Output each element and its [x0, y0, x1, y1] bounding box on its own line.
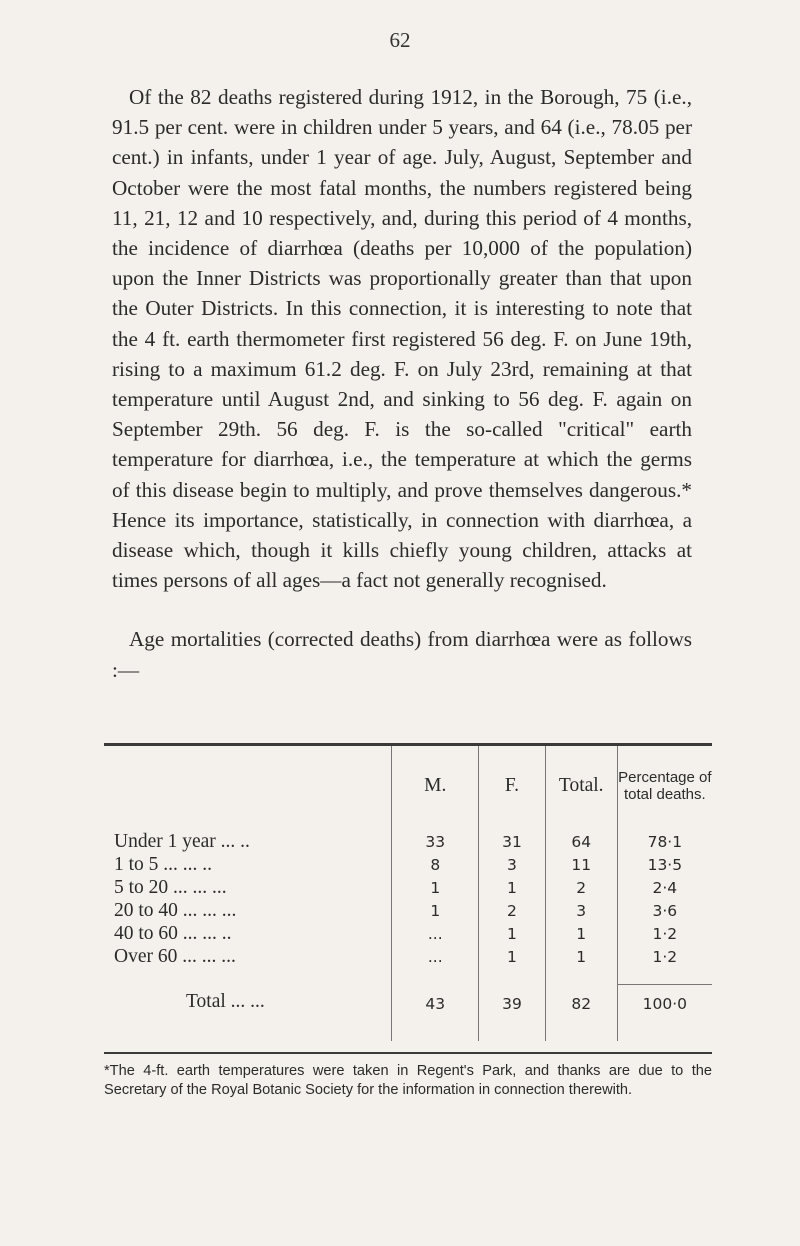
cell-female: 1 [479, 876, 546, 899]
body-text [112, 82, 692, 685]
total-male: 43 [392, 985, 479, 1042]
spacer-cell [545, 968, 617, 985]
cell-male: 33 [392, 826, 479, 853]
total-label: Total ... ... [186, 990, 265, 1012]
cell-total: 11 [545, 853, 617, 876]
cell-percentage: 13·5 [617, 853, 712, 876]
footnote: *The 4-ft. earth temperatures were taken in Regent's Park, and thanks are due to the Secretary of the Royal Botanic Society for the information in connection therewith. [104, 1063, 712, 1098]
cell-total: 64 [545, 826, 617, 853]
header-age-group [104, 745, 392, 827]
table-bottom-rule [104, 1052, 712, 1054]
row-label: 1 to 5 ... ... .. [114, 853, 213, 875]
cell-percentage: 3·6 [617, 899, 712, 922]
table-total-row [104, 985, 712, 1042]
cell-male: ... [392, 922, 479, 945]
cell-percentage: 1·2 [617, 922, 712, 945]
cell-female: 2 [479, 899, 546, 922]
row-label: Under 1 year ... .. [114, 830, 250, 852]
table-row [104, 826, 712, 853]
cell-female: 3 [479, 853, 546, 876]
cell-percentage: 1·2 [617, 945, 712, 968]
cell-female: 1 [479, 922, 546, 945]
cell-total: 1 [545, 922, 617, 945]
table-row [104, 922, 712, 945]
table-row [104, 853, 712, 876]
cell-percentage: 2·4 [617, 876, 712, 899]
paragraph-diarrhoea-deaths: Of the 82 deaths registered during 1912, in the Borough, 75 (i.e., 91.5 per cent. were in children under 5 years, and 64 (i.e., 78.05 per cent.) in infants, under 1 year of age. July, August, September and October were the most fatal months, the numbers registered being 11, 21, 12 and 10 respectively, and, during this period of 4 months, the incidence of diarrhœa (deaths per 10,000 of the population) upon the Inner Districts was proportionally greater than that upon the Outer Districts. In this connection, it is interesting to note that the 4 ft. earth thermometer first registered 56 deg. F. on June 19th, rising to a maximum 61.2 deg. F. on July 23rd, remaining at that temperature until August 2nd, and sinking to 56 deg. F. again on September 29th. 56 deg. F. is the so-called "critical" earth temperature for diarrhœa, i.e., the temperature at which the germs of this disease begin to multiply, and prove themselves dangerous.* Hence its importance, statistically, in connection with diarrhœa, a disease which, though it kills chiefly young children, attacks at times persons of all ages—a fact not generally recognised. [112, 85, 692, 593]
header-male: M. [392, 745, 479, 827]
row-label: 20 to 40 ... ... ... [114, 899, 237, 921]
paragraph-age-mortalities-intro: Age mortalities (corrected deaths) from diarrhœa were as follows :— [112, 627, 692, 682]
spacer-cell [104, 968, 392, 985]
spacer-cell [479, 968, 546, 985]
cell-female: 31 [479, 826, 546, 853]
table-spacer-row [104, 968, 712, 985]
total-female: 39 [479, 985, 546, 1042]
cell-total: 2 [545, 876, 617, 899]
cell-male: 1 [392, 876, 479, 899]
total-percentage: 100·0 [617, 985, 712, 1042]
cell-female: 1 [479, 945, 546, 968]
row-label: 5 to 20 ... ... ... [114, 876, 227, 898]
table-row [104, 876, 712, 899]
cell-male: ... [392, 945, 479, 968]
page-number: 62 [389, 28, 411, 52]
cell-total: 1 [545, 945, 617, 968]
cell-percentage: 78·1 [617, 826, 712, 853]
spacer-cell [617, 968, 712, 985]
table-header-row [104, 745, 712, 827]
total-total: 82 [545, 985, 617, 1042]
header-female: F. [479, 745, 546, 827]
row-label: Over 60 ... ... ... [114, 945, 236, 967]
table-row [104, 945, 712, 968]
age-mortality-table [104, 743, 712, 1041]
header-total: Total. [545, 745, 617, 827]
table-row [104, 899, 712, 922]
row-label: 40 to 60 ... ... .. [114, 922, 232, 944]
cell-total: 3 [545, 899, 617, 922]
cell-male: 1 [392, 899, 479, 922]
header-percentage: Percentage of total deaths. [617, 745, 712, 827]
cell-male: 8 [392, 853, 479, 876]
spacer-cell [392, 968, 479, 985]
